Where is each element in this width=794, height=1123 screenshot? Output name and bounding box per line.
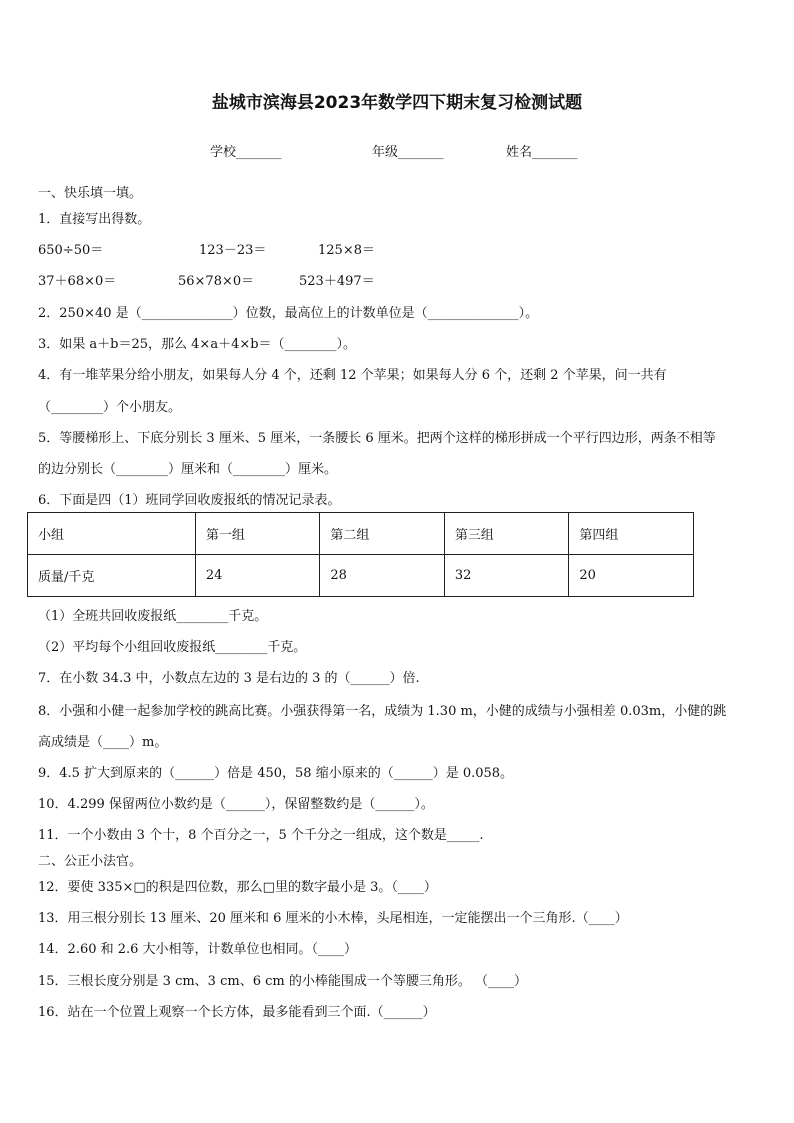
- question-3: 3．如果 a＋b＝25，那么 4×a＋4×b＝（________）。: [38, 337, 357, 352]
- question-6: 6．下面是四（1）班同学回收废报纸的情况记录表。: [38, 493, 341, 508]
- calc-item: 56×78×0＝: [178, 274, 255, 289]
- table-row: [28, 555, 694, 597]
- question-9: 9．4.5 扩大到原来的（______）倍是 450，58 缩小原来的（______）是 0.058。: [38, 766, 514, 781]
- question-5: 5．等腰梯形上、下底分别长 3 厘米、5 厘米，一条腰长 6 厘米。把两个这样的梯形拼成一个平行四边形，两条不相等: [38, 431, 716, 446]
- calc-item: 125×8＝: [318, 243, 375, 258]
- question-8: 8．小强和小健一起参加学校的跳高比赛。小强获得第一名，成绩为 1.30 m，小健的成绩与小强相差 0.03m，小健的跳: [38, 704, 727, 719]
- question-8-continued: 高成绩是（____）m。: [38, 735, 168, 750]
- table-header-cell: 第二组: [320, 513, 445, 555]
- question-7: 7．在小数 34.3 中，小数点左边的 3 是右边的 3 的（______）倍.: [38, 671, 420, 686]
- question-2: 2．250×40 是（______________）位数，最高位上的计数单位是（______________）。: [38, 306, 539, 321]
- table-cell: 质量/千克: [28, 555, 196, 597]
- section-heading-1: 一、快乐填一填。: [38, 186, 143, 201]
- page-title: 盐城市滨海县2023年数学四下期末复习检测试题: [211, 93, 583, 113]
- calc-item: 523＋497＝: [299, 274, 375, 289]
- table-header-cell: 小组: [28, 513, 196, 555]
- name-field[interactable]: 姓名_______: [506, 145, 578, 160]
- question-10: 10．4.299 保留两位小数约是（______），保留整数约是（______）。: [38, 797, 434, 812]
- calc-item: 650÷50＝: [38, 243, 104, 258]
- question-6-part-2: （2）平均每个小组回收废报纸________千克。: [38, 640, 307, 655]
- table-header-cell: 第三组: [444, 513, 569, 555]
- question-5-continued: 的边分别长（________）厘米和（________）厘米。: [38, 462, 338, 477]
- question-1: 1．直接写出得数。: [38, 212, 151, 227]
- question-11: 11．一个小数由 3 个十，8 个百分之一，5 个千分之一组成，这个数是_____.: [38, 828, 484, 843]
- section-heading-2: 二、公正小法官。: [38, 854, 143, 869]
- table-cell: 20: [569, 555, 694, 597]
- table-cell: 32: [444, 555, 569, 597]
- question-12: 12．要使 335×□的积是四位数，那么□里的数字最小是 3。（____）: [38, 880, 437, 895]
- table-cell: 24: [195, 555, 320, 597]
- school-field[interactable]: 学校_______: [210, 145, 282, 160]
- table-cell: 28: [320, 555, 445, 597]
- question-14: 14．2.60 和 2.6 大小相等，计数单位也相同。（____）: [38, 942, 358, 957]
- recycling-table: [27, 512, 694, 597]
- grade-field[interactable]: 年级_______: [372, 145, 444, 160]
- calc-item: 123－23＝: [199, 243, 267, 258]
- question-16: 16．站在一个位置上观察一个长方体，最多能看到三个面.（______）: [38, 1005, 436, 1020]
- question-4: 4．有一堆苹果分给小朋友，如果每人分 4 个，还剩 12 个苹果；如果每人分 6 个，还剩 2 个苹果，问一共有: [38, 368, 667, 383]
- question-6-part-1: （1）全班共回收废报纸________千克。: [38, 609, 268, 624]
- question-15: 15．三根长度分别是 3 cm、3 cm、6 cm 的小棒能围成一个等腰三角形。 （____）: [38, 974, 527, 989]
- question-4-continued: （________）个小朋友。: [38, 400, 182, 415]
- table-header-row: [28, 513, 694, 555]
- question-13: 13．用三根分别长 13 厘米、20 厘米和 6 厘米的小木棒，头尾相连，一定能摆出一个三角形.（____）: [38, 911, 628, 926]
- table-header-cell: 第一组: [195, 513, 320, 555]
- calc-item: 37＋68×0＝: [38, 274, 117, 289]
- table-header-cell: 第四组: [569, 513, 694, 555]
